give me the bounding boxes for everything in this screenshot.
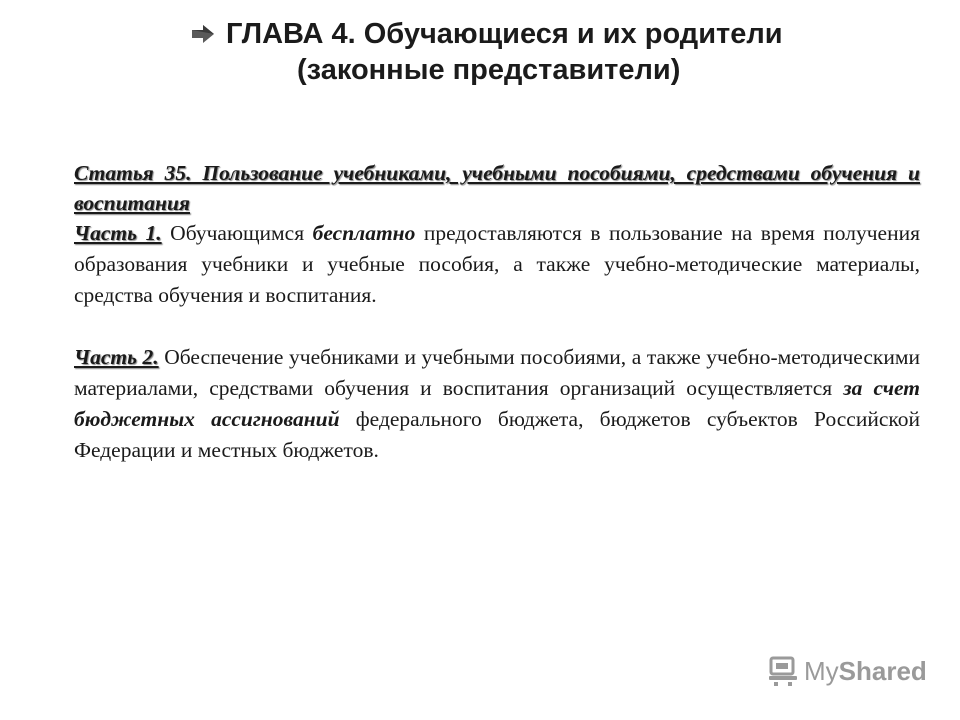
title-text-1: ГЛАВА 4. Обучающиеся и их родители [226,18,783,50]
title-line-1 [190,16,890,52]
arrow-diamond-icon [190,24,216,44]
part-1-label: Часть 1. [74,221,162,245]
slide-content [74,158,920,466]
part-2-text-b: федерального бюджета, бюджетов субъектов Российской Федерации и местных бюджетов. [74,407,920,462]
part-1-text-a: Обучающимся [161,221,313,245]
mysharedlogo-icon [766,654,800,688]
part-2-text-a: Обеспечение учебниками и учебными пособиями, а также учебно-методическими материалами, средствами обучения и воспитания организаций осуществляется [74,345,920,400]
title-line-2: (законные представители) [297,54,681,86]
slide-title [190,16,890,88]
myshared-watermark [766,654,927,688]
article-heading: Статья 35. Пользование учебниками, учебными пособиями, средствами обучения и воспитания [74,161,920,215]
part-1-paragraph [74,218,920,311]
part-2-label: Часть 2. [74,345,159,369]
part-2-emphasis: за счет бюджетных ассигнований [74,376,920,431]
watermark-my: My [804,655,839,686]
part-2-paragraph [74,342,920,466]
part-1-emphasis: бесплатно [312,221,416,245]
part-1-text-b: предоставляются в пользование на время получения образования учебники и учебные пособия, а также учебно-методические материалы, средства обучения и воспитания. [74,221,920,307]
watermark-shared: Shared [838,655,927,686]
